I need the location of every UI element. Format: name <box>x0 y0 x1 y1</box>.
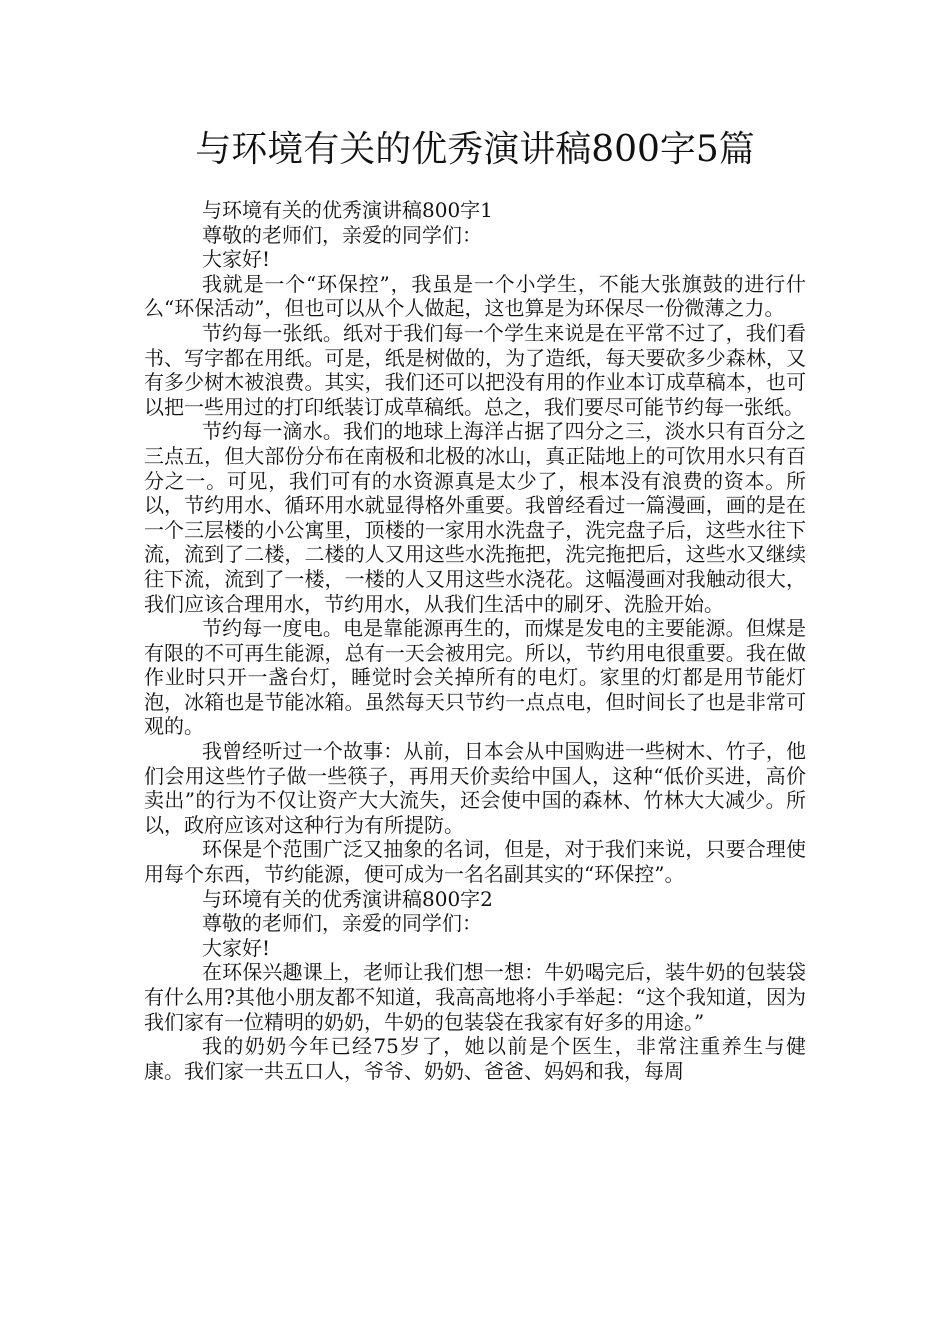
body-paragraph: 我曾经听过一个故事：从前，日本会从中国购进一些树木、竹子，他们会用这些竹子做一些筷子，再用天价卖给中国人，这种“低价买进，高价卖出”的行为不仅让资产大大流失，还会使中国的森林、竹林大大减少。所以，政府应该对这种行为有所提防。 <box>144 739 806 837</box>
salutation: 尊敬的老师们，亲爱的同学们： <box>202 222 482 247</box>
body-paragraph: 在环保兴趣课上，老师让我们想一想：牛奶喝完后，装牛奶的包装袋有什么用?其他小朋友都不知道，我高高地将小手举起：“这个我知道，因为我们家有一位精明的奶奶，牛奶的包装袋在我家有好多的用途。” <box>144 960 806 1034</box>
greeting: 大家好! <box>202 935 271 960</box>
body-paragraph: 节约每一张纸。纸对于我们每一个学生来说是在平常不过了，我们看书、写字都在用纸。可是，纸是树做的，为了造纸，每天要砍多少森林，又有多少树木被浪费。其实，我们还可以把没有用的作业本订成草稿本，也可以把一些用过的打印纸装订成草稿纸。总之，我们要尽可能节约每一张纸。 <box>144 320 806 419</box>
document-body <box>144 198 806 1083</box>
body-paragraph: 环保是个范围广泛又抽象的名词，但是，对于我们来说，只要合理使用每个东西，节约能源，便可成为一名名副其实的“环保控”。 <box>144 837 806 887</box>
document-title: 与环境有关的优秀演讲稿800字5篇 <box>195 129 755 170</box>
body-paragraph: 节约每一度电。电是靠能源再生的，而煤是发电的主要能源。但煤是有限的不可再生能源，总有一天会被用完。所以，节约用电很重要。我在做作业时只开一盏台灯，睡觉时会关掉所有的电灯。家里的灯都是用节能灯泡，冰箱也是节能冰箱。虽然每天只节约一点点电，但时间长了也是非常可观的。 <box>144 616 806 739</box>
section-heading: 与环境有关的优秀演讲稿800字2 <box>202 886 493 911</box>
body-paragraph: 节约每一滴水。我们的地球上海洋占据了四分之三，淡水只有百分之三点五，但大部份分布在南极和北极的冰山，真正陆地上的可饮用水只有百分之一。可见，我们可有的水资源真是太少了，根本没有浪费的资本。所以，节约用水、循环用水就显得格外重要。我曾经看过一篇漫画，画的是在一个三层楼的小公寓里，顶楼的一家用水洗盘子，洗完盘子后，这些水往下流，流到了二楼，二楼的人又用这些水洗拖把，洗完拖把后，这些水又继续往下流，流到了一楼，一楼的人又用这些水浇花。这幅漫画对我触动很大，我们应该合理用水，节约用水，从我们生活中的刷牙、洗脸开始。 <box>144 419 806 616</box>
section-heading: 与环境有关的优秀演讲稿800字1 <box>202 198 493 222</box>
body-paragraph: 我的奶奶今年已经75岁了，她以前是个医生，非常注重养生与健康。我们家一共五口人，爷爷、奶奶、爸爸、妈妈和我，每周 <box>144 1034 806 1083</box>
salutation: 尊敬的老师们，亲爱的同学们： <box>202 911 482 936</box>
greeting: 大家好! <box>202 247 271 272</box>
body-paragraph: 我就是一个“环保控”，我虽是一个小学生，不能大张旗鼓的进行什么“环保活动”，但也可以从个人做起，这也算是为环保尽一份微薄之力。 <box>144 271 806 321</box>
